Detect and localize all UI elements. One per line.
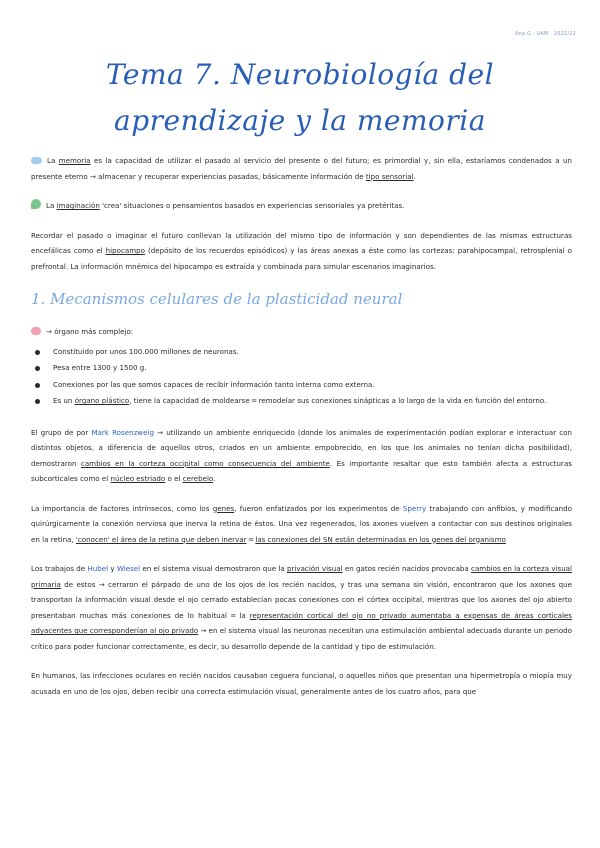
visual-deprivation-term: privación visual [286,564,343,573]
cerebellum-term: cerebelo [182,474,214,483]
clover-icon [31,199,41,209]
plastic-organ-term: órgano plástico [74,396,130,405]
cortical-representation-term: representación cortical del ojo no privado aumentaba a expensas de áreas corticales adyacentes que corresponderían al ojo privado [31,610,572,635]
sperry-paragraph: La importancia de factores intrínsecos, como los genes, fueron enfatizados por los experimentos de Sperry trabajando con anfibios, y modificando quirúrgicamente la conexión nerviosa que inerva la retina de éstos. Una vez regenerados, los axones vuelven a contactar con sus destinos originales en la retina, 'conocen' el área de la retina que deben inervar ═ las conexiones del SN están determinadas en los genes del organismo [31,503,572,544]
list-item: Pesa entre 1300 y 1500 g. [31,360,572,376]
section-heading: 1. Mecanismos celulares de la plasticidad neural [31,290,403,308]
imagination-paragraph: La imaginación 'crea' situaciones o pensamientos basados en experiencias sensoriales ya pretéritas. [31,198,572,214]
rosenzweig-name: Mark Rosenzweig [91,427,154,437]
hubel-wiesel-paragraph: Los trabajos de Hubel y Wiesel en el sistema visual demostraron que la privación visual en gatos recién nacidos provocaba cambios en la corteza visual primaria de estos → cerraron el párpado de uno de los ojos de los recién nacidos, y tras una semana sin visión, encontraron que los axones que transportan la información visual desde el ojo cerrado establecían pocas conexiones con el córtex occipital, mientras que los axones del ojo abierto presentaban muchas más conexiones de lo habitual ═ la representación cortical del ojo no privado aumentaba a expensas de áreas corticales adyacentes que corresponderían al ojo privado → en el sistema visual las neuronas necesitan una estimulación ambiental adecuada durante un periodo crítico para poder funcionar correctamente, es decir, su desarrollo depende de la cantidad y tipo de estimulación. [31,564,573,651]
brain-icon [31,327,41,335]
hippocampus-term: hipocampo [105,246,145,255]
genetic-connections-term: las conexiones del SN están determinadas en los genes del organismo [255,534,506,544]
list-item: Conexiones por las que somos capaces de recibir información tanto interna como externa. [31,377,572,393]
brain-facts-list [31,344,572,409]
genes-term: genes [212,503,235,513]
page-title: Tema 7. Neurobiología del aprendizaje y la memoria [105,58,495,137]
wiesel-name: Wiesel [116,564,141,573]
occipital-changes-term: cambios en la corteza occipital como consecuencia del ambiente [80,458,330,468]
visual-cortex-term: cambios en la corteza visual primaria [31,564,573,589]
retina-area-term: 'conocen' el área de la retina que deben inervar [75,534,247,544]
memory-paragraph: La memoria es la capacidad de utilizar el pasado al servicio del presente o del futuro; es primordial y, sin ella, estaríamos condenados a un presente eterno → almacenar y recuperar experiencias pasadas, básicamente información de tipo sensorial. [31,156,572,181]
list-item: Constituido por unos 100.000 millones de neuronas. [31,344,572,360]
rosenzweig-paragraph: El grupo de por Mark Rosenzweig → utilizando un ambiente enriquecido (donde los animales de experimentación podían explorar e interactuar con distintos objetos, a diferencia de aquellos otros, criados en un ambiente empobrecido, en los que los animales no tenían dicha posibilidad), demostraron cambios en la corteza occipital como consecuencia del ambiente. Es importante resaltar que esto también afecta a estructuras subcorticales como el núcleo estriado o el cerebelo. [31,427,573,483]
sperry-name: Sperry [402,503,427,513]
cloud-icon [31,157,42,164]
recall-paragraph: Recordar el pasado o imaginar el futuro conllevan la utilización del mismo tipo de información y son dependientes de las mismas estructuras encefálicas como el hipocampo (depósito de los recuerdos episódicos) y las áreas anexas a éste como las cortezas: parahipocampal, retrosplenial o prefrontal. La información mnémica del hipocampo es extraída y combinada para simular escenarios imaginarios. [31,230,572,271]
header-meta: Ana G · UAM · 2021/22 [514,31,576,37]
list-item: Es un órgano plástico, tiene la capacidad de moldearse ═ remodelar sus conexiones sinápticas a lo largo de la vida en función del entorno. [31,393,572,409]
brain-line: → órgano más complejo: [31,324,572,340]
imagination-term: imaginación [56,201,100,210]
sensory-type-term: tipo sensorial [365,171,414,181]
document-body [31,153,572,713]
memory-term: memoria [58,156,91,165]
striatum-term: núcleo estriado [110,474,166,483]
hubel-name: Hubel [87,564,109,573]
humans-paragraph: En humanos, las infecciones oculares en recién nacidos causaban ceguera funcional, o aquellos niños que presentan una hipermetropía o miopía muy acusada en uno de los ojos, deben recibir una correcta estimulación visual, generalmente antes de los cuatro años, para que [31,671,572,696]
